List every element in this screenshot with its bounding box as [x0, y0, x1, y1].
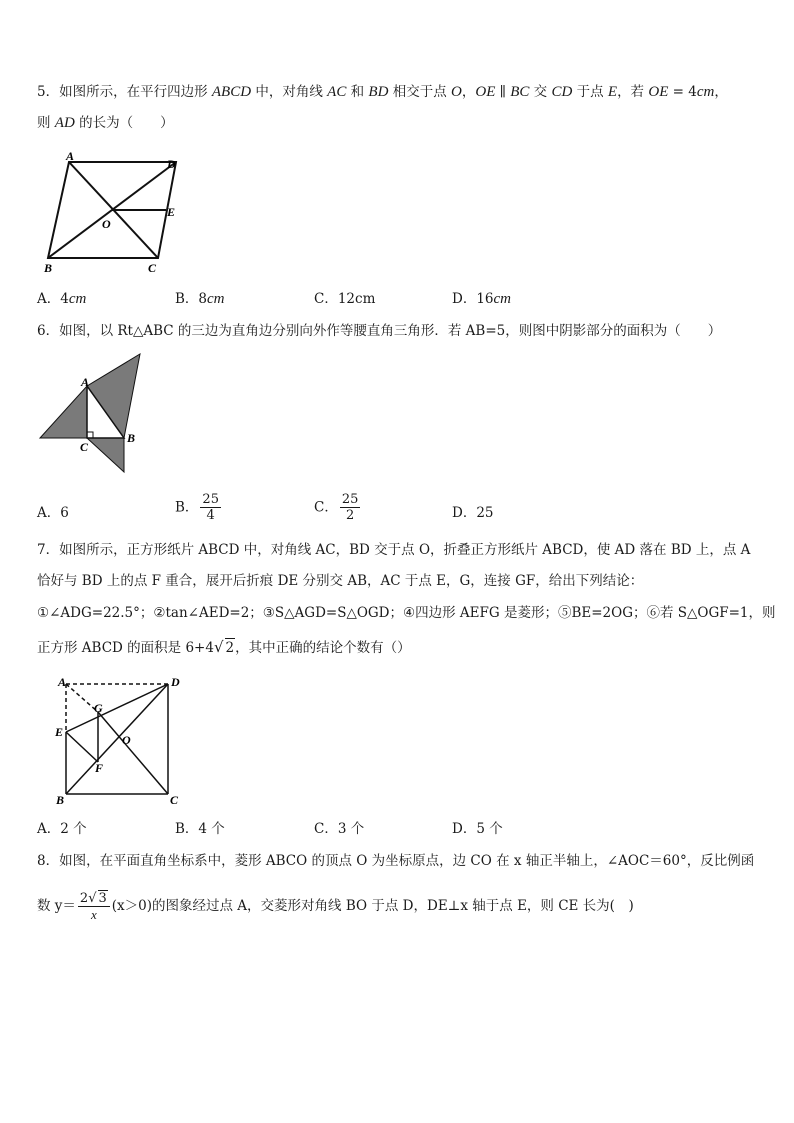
q7-label-F: F	[95, 761, 104, 775]
q6-label-B: B	[127, 431, 136, 445]
q7-option-b[interactable]: B．4 个	[175, 821, 225, 837]
q7-label-D: D	[171, 675, 180, 689]
q5-label-E: E	[167, 205, 176, 219]
q5-parallelogram-figure	[36, 150, 186, 274]
q6-triangles-figure	[36, 350, 146, 475]
q7-stem-line1: 7．如图所示，正方形纸片 ABCD 中，对角线 AC，BD 交于点 O，折叠正方形纸片 ABCD，使 AD 落在 BD 上，点 A	[37, 542, 751, 558]
q6-option-a[interactable]: A．6	[37, 505, 69, 521]
q6-option-c[interactable]: C． $\frac{25}{2}$	[314, 492, 359, 523]
q5-option-d[interactable]: D．16cm	[452, 291, 512, 307]
q7-option-d[interactable]: D．5 个	[452, 821, 503, 837]
q7-label-O: O	[122, 733, 131, 747]
q7-stem-line3: ①∠ADG=22.5°；②tan∠AED=2；③S△AGD=S△OGD；④四边形 AEFG 是菱形；⑤BE=2OG；⑥若 S△OGF=1，则	[37, 605, 776, 621]
q7-option-c[interactable]: C．3 个	[314, 821, 365, 837]
q5-label-B: B	[44, 261, 53, 274]
q6-label-A: A	[81, 375, 90, 389]
q7-stem-line2: 恰好与 BD 上的点 F 重合，展开后折痕 DE 分别交 AB，AC 于点 E，G，连接 GF，给出下列结论：	[37, 573, 644, 589]
q8-stem-line1: 8．如图，在平面直角坐标系中，菱形 ABCO 的顶点 O 为坐标原点，边 CO 在 x 轴正半轴上，∠AOC＝60°，反比例函	[37, 853, 755, 869]
q5-label-C: C	[148, 261, 157, 274]
q7-label-C: C	[170, 793, 179, 807]
q7-option-a[interactable]: A．2 个	[37, 821, 87, 837]
q7-label-B: B	[56, 793, 65, 807]
q7-label-E: E	[55, 725, 64, 739]
q7-stem-line4: 正方形 ABCD 的面积是 6+4√ 2，其中正确的结论个数有（）	[37, 638, 411, 656]
q5-label-D: D	[167, 157, 176, 171]
q5-label-A: A	[66, 150, 75, 163]
q5-option-b[interactable]: B．8cm	[175, 291, 225, 307]
q5-stem-line1: 5．如图所示，在平行四边形 ABCD 中，对角线 AC 和 BD 相交于点 O，OE ∥ BC 交 CD 于点 E，若 OE = 4cm，	[37, 84, 728, 100]
q8-stem-line2: 数 y＝ $\frac{2√ 3}{x}$ (x＞0)的图象经过点 A，交菱形对角线 BO 于点 D，DE⊥x 轴于点 E，则 CE 长为( )	[37, 891, 634, 922]
q5-option-a[interactable]: A．4cm	[37, 291, 87, 307]
q7-label-G: G	[94, 701, 103, 715]
q7-label-A: A	[58, 675, 67, 689]
q6-stem: 6．如图，以 Rt△ABC 的三边为直角边分别向外作等腰直角三角形．若 AB=5，则图中阴影部分的面积为（ ）	[37, 323, 722, 339]
q5-option-c[interactable]: C．12cm	[314, 291, 376, 307]
q6-label-C: C	[80, 440, 89, 454]
q5-stem-line2: 则 AD 的长为（ ）	[37, 115, 174, 131]
q6-option-b[interactable]: B． $\frac{25}{4}$	[175, 492, 219, 523]
q7-square-figure	[52, 672, 192, 808]
q5-label-O: O	[102, 217, 111, 231]
q6-option-d[interactable]: D．25	[452, 505, 494, 521]
